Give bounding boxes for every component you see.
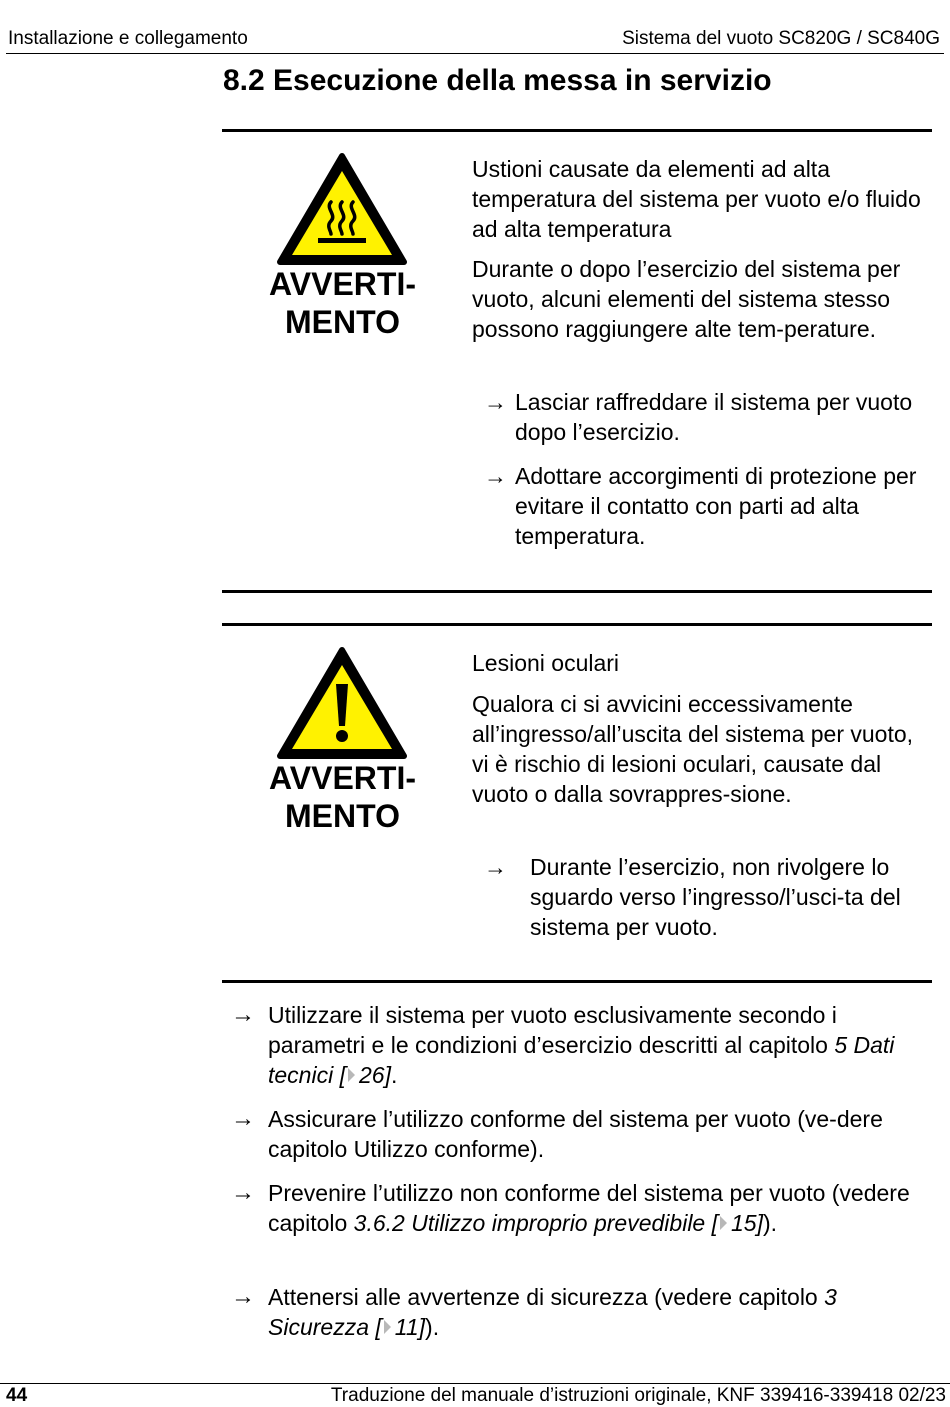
warning-2-bottom-rule — [222, 980, 932, 983]
warning-1-bottom-rule — [222, 590, 932, 593]
arrow-right-icon: → — [231, 1105, 255, 1132]
cross-reference-link[interactable]: 3.6.2 Utilizzo improprio prevedibile [ 15] — [353, 1210, 763, 1236]
running-header-chapter: Installazione e collegamento — [8, 28, 248, 49]
exclamation-warning-icon — [276, 646, 408, 762]
cross-reference-link[interactable]: 3 Sicurezza [ 11] — [268, 1284, 837, 1340]
page-reference-triangle-icon — [384, 1320, 391, 1334]
page-reference-triangle-icon — [348, 1068, 355, 1082]
arrow-right-icon: → — [231, 1283, 255, 1310]
page-reference-triangle-icon — [720, 1216, 727, 1230]
warning-1-action-1: → Lasciar raffreddare il sistema per vuoto dopo l’esercizio. — [484, 389, 913, 445]
footer-document-info: Traduzione del manuale d’istruzioni originale, KNF 339416-339418 02/23 — [330, 1385, 946, 1406]
page-number: 44 — [6, 1385, 28, 1406]
warning-1-action-2: → Adottare accorgimenti di protezione per evitare il contatto con parti ad alta temperatura. — [484, 463, 917, 549]
running-header-product: Sistema del vuoto SC820G / SC840G — [622, 28, 940, 49]
warning-2-signal-word: AVVERTI- MENTO — [269, 760, 416, 834]
step-4: → Attenersi alle avvertenze di sicurezza (vedere capitolo 3 Sicurezza [ 11]). — [231, 1283, 837, 1340]
section-title: 8.2 Esecuzione della messa in servizio — [223, 64, 772, 97]
cross-reference-link[interactable]: 5 Dati tecnici [ 26] — [268, 1032, 895, 1088]
step-2: → Assicurare l’utilizzo conforme del sistema per vuoto (ve-dere capitolo Utilizzo conforme). — [231, 1105, 883, 1162]
step-1: → Utilizzare il sistema per vuoto esclusivamente secondo i parametri e le condizioni d’esercizio descritti al capitolo 5 Dati tecnici [ 26]. — [231, 1001, 895, 1088]
arrow-right-icon: → — [484, 463, 507, 489]
arrow-right-icon: → — [231, 1001, 255, 1028]
step-3: → Prevenire l’utilizzo non conforme del sistema per vuoto (vedere capitolo 3.6.2 Utilizzo improprio prevedibile [ 15]). — [231, 1179, 910, 1236]
warning-1-signal-word: AVVERTI- MENTO — [269, 266, 416, 340]
warning-2-hazard-title: Lesioni oculari — [472, 650, 620, 676]
hot-surface-warning-icon — [276, 152, 408, 268]
footer-divider — [0, 1383, 950, 1384]
warning-1-hazard-title: Ustioni causate da elementi ad alta temperatura del sistema per vuoto e/o fluido ad alta temperatura — [472, 156, 921, 242]
warning-1-description: Durante o dopo l’esercizio del sistema per vuoto, alcuni elementi del sistema stesso possono raggiungere alte tem-perature. — [472, 256, 901, 342]
warning-1-top-rule — [222, 129, 932, 132]
arrow-right-icon: → — [231, 1179, 255, 1206]
warning-2-description: Qualora ci si avvicini eccessivamente all’ingresso/all’uscita del sistema per vuoto, vi è rischio di lesioni oculari, causate dal vuoto o dalla sovrappres-sione. — [472, 691, 914, 807]
warning-2-top-rule — [222, 623, 932, 626]
arrow-right-icon: → — [484, 389, 507, 415]
warning-2-action-1: → Durante l’esercizio, non rivolgere lo sguardo verso l’ingresso/l’usci-ta del sistema per vuoto. — [484, 854, 901, 940]
header-divider — [6, 53, 944, 54]
arrow-right-icon: → — [484, 854, 507, 880]
